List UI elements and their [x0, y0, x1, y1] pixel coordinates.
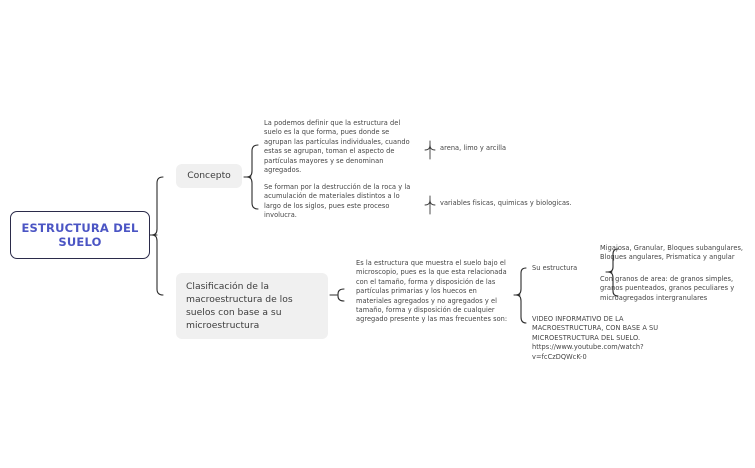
branch-node-clasificacion[interactable]: [176, 273, 328, 339]
text-granos-area: Con granos de area: de granos simples, granos puenteados, granos peculiares y microagregados intergranulares: [600, 275, 735, 302]
root-node[interactable]: [10, 211, 150, 259]
text-concepto-definicion: La podemos definir que la estructura del suelo es la que forma, pues donde se agrupan las partículas individuales, cuando estas se agrupan, toman el aspecto de partículas mayores y se denominan agregados.: [264, 119, 410, 175]
text-video-informativo: VIDEO INFORMATIVO DE LA MACROESTRUCTURA, CON BASE A SU MICROESTRUCTURA DEL SUELO. https://www.youtube.com/watch?v=fcCzDQWcK-0: [532, 315, 659, 361]
branch-node-concepto[interactable]: [176, 164, 242, 188]
text-tipos-estructura: Migajosa, Granular, Bloques subangulares, Bloques angulares, Prismatica y angular: [600, 244, 744, 262]
root-node-label: ESTRUCTURA DEL SUELO: [21, 221, 139, 249]
text-macroestructura-descripcion: Es la estructura que muestra el suelo bajo el microscopio, pues es la que esta relacionada con el tamaño, forma y disposición de las partículas primarias y los huecos en materiales agregados y no agregados y el tamaño, forma y disposición de cualquier agregado presente y las mas frecuentes son:: [356, 259, 508, 324]
branch-node-clasificacion-label: Clasificación de la macroestructura de los suelos con base a su microestructura: [186, 281, 293, 331]
text-su-estructura: Su estructura: [532, 264, 578, 272]
text-variables: variables fisicas, quimicas y biologicas.: [440, 199, 572, 207]
text-arena-limo-arcilla: arena, limo y arcilla: [440, 144, 507, 152]
branch-node-concepto-label: Concepto: [187, 170, 231, 181]
text-concepto-formacion: Se forman por la destrucción de la roca y la acumulación de materiales distintos a lo largo de los siglos, pues este proceso involucra.: [264, 183, 411, 220]
